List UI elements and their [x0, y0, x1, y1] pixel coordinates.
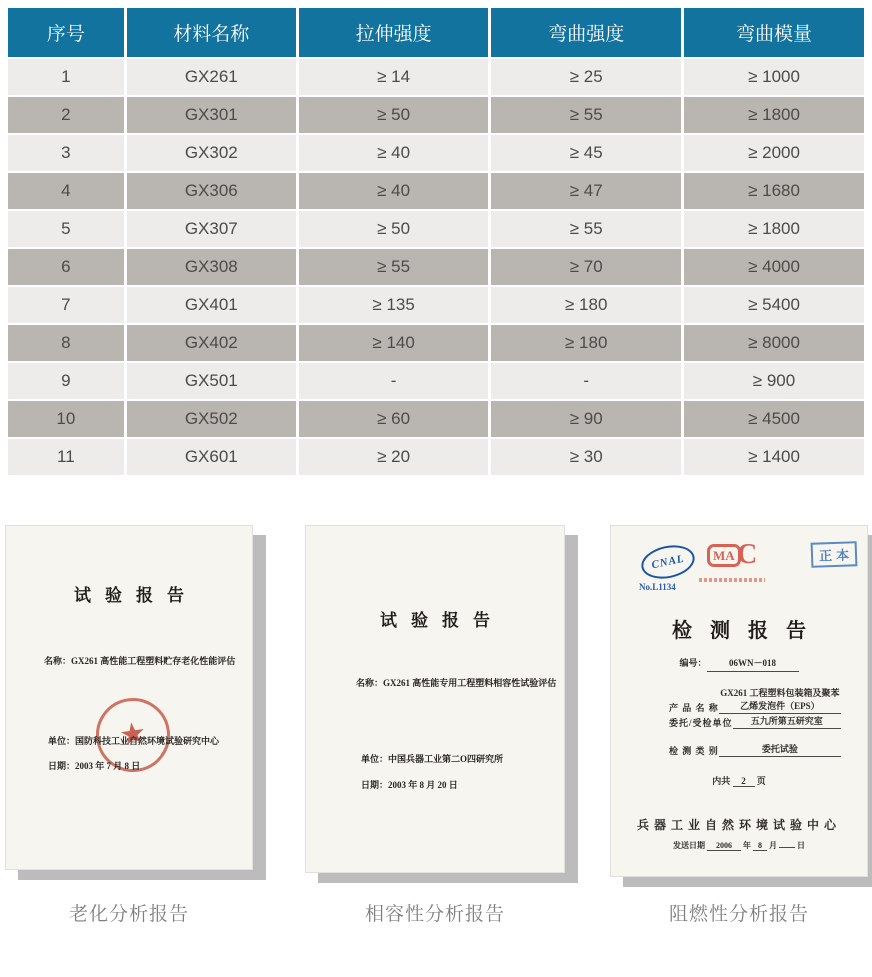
- table-cell: ≥ 50: [297, 210, 490, 248]
- send-date-day: [779, 847, 795, 848]
- send-date-month-unit: 月: [769, 841, 777, 850]
- column-header: 材料名称: [125, 8, 297, 58]
- table-cell: ≥ 47: [490, 172, 683, 210]
- table-cell: ≥ 55: [490, 210, 683, 248]
- table-cell: -: [297, 362, 490, 400]
- table-cell: ≥ 4500: [683, 400, 865, 438]
- caption-compatibility: 相容性分析报告: [364, 904, 505, 925]
- column-header: 拉伸强度: [297, 8, 490, 58]
- table-cell: 4: [8, 172, 125, 210]
- table-row: [8, 324, 864, 362]
- pages-line: [611, 774, 867, 787]
- send-date-day-unit: 日: [797, 841, 805, 850]
- table-cell: ≥ 40: [297, 134, 490, 172]
- table-header-row: [8, 8, 864, 58]
- table-row: [8, 438, 864, 476]
- table-cell: ≥ 90: [490, 400, 683, 438]
- send-date-label: 发送日期: [673, 841, 705, 850]
- product-name-value: [719, 686, 841, 714]
- cnal-logo-text: CNAL: [650, 552, 686, 572]
- table-cell: ≥ 180: [490, 286, 683, 324]
- table-cell: 8: [8, 324, 125, 362]
- product-name-label: 产 品 名 称: [669, 703, 719, 713]
- report-title: 检测报告: [672, 620, 824, 642]
- table-cell: ≥ 2000: [683, 134, 865, 172]
- material-spec-table: [8, 8, 864, 477]
- send-date-month: 8: [753, 841, 767, 851]
- send-date-line: [611, 840, 867, 851]
- table-cell: GX302: [125, 134, 297, 172]
- table-row: [8, 134, 864, 172]
- table-row: [8, 248, 864, 286]
- table-cell: 10: [8, 400, 125, 438]
- caption-aging: 老化分析报告: [68, 904, 189, 925]
- cnal-logo-icon: [638, 541, 697, 584]
- product-name-line1: GX261 工程塑料包装箱及聚苯: [720, 688, 840, 698]
- cma-cert-text: [699, 578, 765, 582]
- table-cell: ≥ 14: [297, 58, 490, 96]
- table-cell: ≥ 30: [490, 438, 683, 476]
- column-header: 弯曲强度: [490, 8, 683, 58]
- table-cell: ≥ 1400: [683, 438, 865, 476]
- table-cell: ≥ 40: [297, 172, 490, 210]
- report-flame-thumbnail: [610, 525, 868, 877]
- table-cell: ≥ 20: [297, 438, 490, 476]
- cma-logo-ma: MA: [707, 544, 741, 567]
- client-value: 五九所第五研究室: [733, 714, 841, 729]
- star-icon: ★: [117, 716, 149, 753]
- category-value: 委托试验: [719, 742, 841, 757]
- table-cell: 1: [8, 58, 125, 96]
- table-cell: 5: [8, 210, 125, 248]
- table-cell: GX308: [125, 248, 297, 286]
- client-label: 委托/受检单位: [669, 718, 733, 728]
- report-number-line: [611, 656, 867, 672]
- table-cell: ≥ 5400: [683, 286, 865, 324]
- table-cell: ≥ 1800: [683, 96, 865, 134]
- table-cell: ≥ 140: [297, 324, 490, 362]
- column-header: 弯曲模量: [683, 8, 865, 58]
- column-header: 序号: [8, 8, 125, 58]
- page: [0, 8, 872, 977]
- table-cell: 3: [8, 134, 125, 172]
- table-cell: ≥ 1000: [683, 58, 865, 96]
- table-cell: GX307: [125, 210, 297, 248]
- report-date-line: 日期：2003 年 8 月 20 日: [361, 780, 458, 790]
- table-cell: ≥ 1680: [683, 172, 865, 210]
- table-cell: ≥ 180: [490, 324, 683, 362]
- table-cell: ≥ 900: [683, 362, 865, 400]
- report-number-value: 06WN－018: [707, 656, 799, 672]
- report-compatibility-thumbnail: [305, 525, 565, 873]
- category-label: 检 测 类 别: [669, 746, 719, 756]
- table-cell: GX301: [125, 96, 297, 134]
- pages-number: 2: [733, 776, 755, 787]
- table-cell: GX502: [125, 400, 297, 438]
- table-cell: GX401: [125, 286, 297, 324]
- report-unit-line: 单位：国防科技工业自然环境试验研究中心: [48, 736, 220, 746]
- table-cell: GX261: [125, 58, 297, 96]
- product-name-line2: 乙烯发泡件（EPS）: [740, 701, 820, 711]
- report-thumbnails: [0, 525, 872, 877]
- client-field: [669, 714, 841, 729]
- table-cell: 2: [8, 96, 125, 134]
- table-row: [8, 362, 864, 400]
- table-cell: GX402: [125, 324, 297, 362]
- table-row: [8, 210, 864, 248]
- table-row: [8, 58, 864, 96]
- report-aging-thumbnail: [5, 525, 253, 870]
- table-cell: 11: [8, 438, 125, 476]
- table-cell: ≥ 55: [297, 248, 490, 286]
- report-name-line: 名称：GX261 高性能专用工程塑料相容性试验评估: [356, 678, 557, 688]
- table-row: [8, 172, 864, 210]
- cnal-number: No.L1134: [639, 582, 676, 592]
- report-date-line: 日期：2003 年 7 月 8 日: [48, 761, 141, 771]
- report-title: 试验报告: [74, 586, 198, 605]
- table-cell: -: [490, 362, 683, 400]
- cma-logo-c: C: [737, 539, 758, 570]
- product-name-field: [669, 686, 841, 714]
- table-cell: GX601: [125, 438, 297, 476]
- table-cell: ≥ 60: [297, 400, 490, 438]
- pages-prefix: 内共: [712, 776, 731, 786]
- table-row: [8, 400, 864, 438]
- report-name-line: 名称：GX261 高性能工程塑料贮存老化性能评估: [44, 656, 236, 666]
- table-cell: 9: [8, 362, 125, 400]
- category-field: [669, 742, 841, 757]
- table-cell: ≥ 55: [490, 96, 683, 134]
- send-date-year-unit: 年: [743, 841, 751, 850]
- table-cell: ≥ 45: [490, 134, 683, 172]
- original-copy-stamp: 正本: [811, 541, 858, 568]
- table-cell: ≥ 4000: [683, 248, 865, 286]
- table-cell: 6: [8, 248, 125, 286]
- issuing-org-line: 兵器工业自然环境试验中心: [636, 818, 841, 832]
- report-unit-line: 单位：中国兵器工业第二O四研究所: [361, 754, 504, 764]
- cma-logo-icon: [707, 539, 767, 574]
- material-table-body: [8, 58, 864, 476]
- send-date-year: 2006: [707, 841, 741, 851]
- report-title: 试验报告: [380, 611, 504, 630]
- table-cell: GX501: [125, 362, 297, 400]
- table-cell: ≥ 25: [490, 58, 683, 96]
- table-cell: ≥ 8000: [683, 324, 865, 362]
- table-row: [8, 286, 864, 324]
- report-number-label: 编号：: [679, 658, 707, 668]
- pages-suffix: 页: [756, 776, 766, 786]
- table-row: [8, 96, 864, 134]
- table-cell: ≥ 135: [297, 286, 490, 324]
- table-cell: ≥ 50: [297, 96, 490, 134]
- table-cell: ≥ 1800: [683, 210, 865, 248]
- table-cell: 7: [8, 286, 125, 324]
- table-cell: ≥ 70: [490, 248, 683, 286]
- report-captions: [0, 899, 872, 926]
- table-cell: GX306: [125, 172, 297, 210]
- caption-flame: 阻燃性分析报告: [668, 904, 809, 925]
